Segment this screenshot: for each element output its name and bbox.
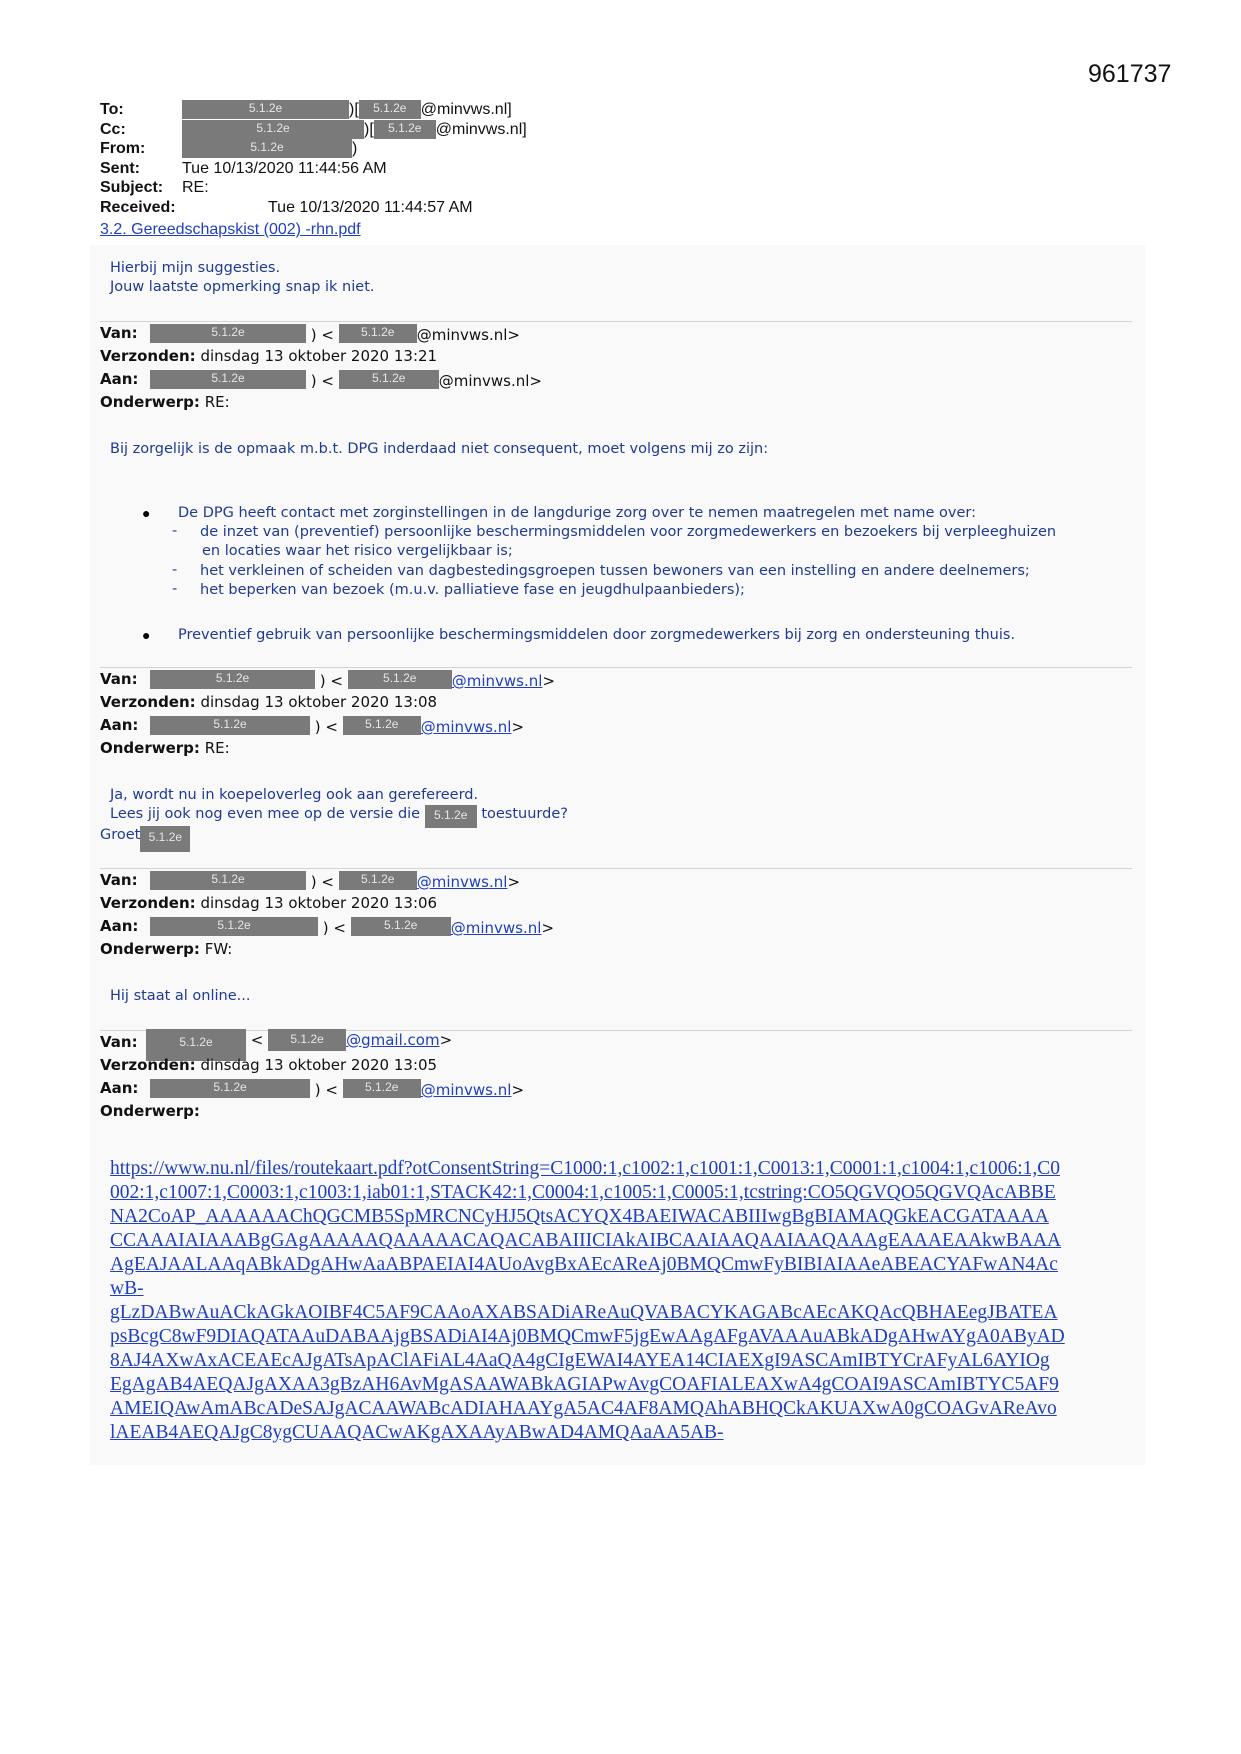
sub-item-3: het beperken van bezoek (m.u.v. palliatieve fase en jeugdhulpaanbieders); — [200, 582, 745, 598]
message-2-line-2: Lees jij ook nog even mee op de versie die 5.1.2e toestuurde? — [110, 805, 568, 828]
aan-address[interactable]: @minvws.nl — [420, 1081, 512, 1099]
redaction-box: 5.1.2e — [150, 917, 318, 936]
subject-value: RE: — [182, 179, 209, 196]
verzonden-label: Verzonden: — [100, 1056, 196, 1074]
onderwerp-label: Onderwerp: — [100, 1102, 200, 1120]
url-line[interactable]: AMEIQAwAmABcADeSAJgACAAWABcADIAHAAYgA5AC4AF8AMQAhABHQCkAKUAXwA0gCOAGvAReAvo — [110, 1398, 1057, 1419]
verzonden-label: Verzonden: — [100, 894, 196, 912]
redaction-box: 5.1.2e — [150, 324, 306, 343]
received-label: Received: — [100, 198, 176, 216]
verzonden-value: dinsdag 13 oktober 2020 13:21 — [200, 347, 438, 365]
url-line[interactable]: 002:1,c1007:1,C0003:1,c1003:1,iab01:1,STACK42:1,C0004:1,c1005:1,C0005:1,tcstring:CO5QGVQO5QGVQAcABBE — [110, 1182, 1056, 1203]
aan-label: Aan: — [100, 1079, 139, 1097]
url-line[interactable]: gLzDABwAuACkAGkAOIBF4C5AF9CAAoAXABSADiAReAuQVABACYKAGABcAEcAKQAcQBHAEegJBATEA — [110, 1302, 1058, 1323]
cc-label: Cc: — [100, 120, 126, 138]
bullet-1: De DPG heeft contact met zorginstellingen in de langdurige zorg over te nemen maatregelen met name over: — [178, 505, 976, 521]
redaction-box: 5.1.2e — [182, 120, 364, 139]
onderwerp-value: RE: — [204, 393, 230, 411]
redaction-box: 5.1.2e — [150, 1079, 310, 1098]
aan-address[interactable]: @minvws.nl — [450, 919, 542, 937]
message-header-1: Van: 5.1.2e ) < 5.1.2e @minvws.nl> Verzonden: dinsdag 13 oktober 2020 13:21 Aan: 5.1.2e ) < 5.1.2e @minvws.nl> Onderwerp: RE: — [100, 324, 542, 411]
url-line[interactable]: NA2CoAP_AAAAAAChQGCMB5SpMRCNCyHJ5QtsACYQX4BAEIWACABIIIwgBgBIAMAQGkEACGATAAAA — [110, 1206, 1049, 1227]
message-1-body: Bij zorgelijk is de opmaak m.b.t. DPG inderdaad niet consequent, moet volgens mij zo zijn: — [110, 441, 769, 457]
to-label: To: — [100, 101, 124, 118]
redaction-box: 5.1.2e — [343, 716, 421, 735]
redaction-box: 5.1.2e — [268, 1029, 346, 1051]
aan-label: Aan: — [100, 716, 139, 734]
van-label: Van: — [100, 871, 138, 889]
onderwerp-value: RE: — [204, 739, 230, 757]
redaction-box: 5.1.2e — [182, 139, 352, 158]
from-label: From: — [100, 140, 146, 157]
document-number: 961737 — [1088, 60, 1172, 88]
subject-label: Subject: — [100, 179, 164, 196]
sub-item-1: de inzet van (preventief) persoonlijke beschermingsmiddelen voor zorgmedewerkers en bezoekers bij verpleeghuizen — [200, 524, 1057, 540]
bullet-dot: ● — [142, 627, 151, 643]
url-line[interactable]: AgEAJAALAAqABkADgAHwAaABPAEIAI4AUoAvgBxAEcAReAj0BMQCmwFyBIBIAIAAeABEACYAFwAN4Ac — [110, 1254, 1058, 1275]
url-line[interactable]: https://www.nu.nl/files/routekaart.pdf?otConsentString=C1000:1,c1002:1,c1001:1,C0013:1,C0001:1,c1004:1,c1006:1,C0 — [110, 1158, 1060, 1179]
verzonden-value: dinsdag 13 oktober 2020 13:05 — [200, 1056, 438, 1074]
redaction-box: 5.1.2e — [343, 1079, 421, 1098]
received-value: Tue 10/13/2020 11:44:57 AM — [268, 198, 473, 216]
sub-item-1-cont: en locaties waar het risico vergelijkbaar is; — [202, 543, 513, 559]
url-line[interactable]: wB- — [110, 1278, 144, 1299]
url-line[interactable]: EgAgAB4AEQAJgAXAA3gBzAH6AvMgASAAWABkAGIAPwAvgCOAFIALEAXwA4gCOAI9ASCAmIBTYC5AF9 — [110, 1374, 1059, 1395]
bullet-2: Preventief gebruik van persoonlijke beschermingsmiddelen door zorgmedewerkers bij zorg en ondersteuning thuis. — [178, 627, 1016, 643]
message-2-line-3: Groet 5.1.2e — [100, 826, 190, 852]
cc-domain: @minvws.nl] — [435, 120, 527, 138]
verzonden-label: Verzonden: — [100, 693, 196, 711]
redaction-box: 5.1.2e — [359, 100, 421, 119]
aan-label: Aan: — [100, 917, 139, 935]
aan-address: @minvws.nl> — [438, 372, 542, 390]
van-label: Van: — [100, 670, 138, 688]
url-line[interactable]: 8AJ4AXwAxACEAEcAJgATsApAClAFiAL4AaQA4gCIgEWAI4AYEA14CIAEXgI9ASCAmIBTYCrAFyAL6AYIOg — [110, 1350, 1050, 1371]
redaction-box: 5.1.2e — [425, 805, 477, 828]
redaction-box: 5.1.2e — [351, 917, 451, 936]
sent-value: Tue 10/13/2020 11:44:56 AM — [182, 159, 387, 177]
redaction-box: 5.1.2e — [150, 871, 306, 890]
message-header-2: Van: 5.1.2e ) < 5.1.2e @minvws.nl> Verzonden: dinsdag 13 oktober 2020 13:08 Aan: 5.1.2e ) < 5.1.2e @minvws.nl> Onderwerp: RE: — [100, 670, 556, 757]
redaction-box: 5.1.2e — [182, 100, 349, 119]
sub-item-2: het verkleinen of scheiden van dagbestedingsgroepen tussen bewoners van een instelling en andere deelnemers; — [200, 563, 1030, 579]
attachment-link[interactable]: 3.2. Gereedschapskist (002) -rhn.pdf — [100, 221, 361, 238]
verzonden-label: Verzonden: — [100, 347, 196, 365]
to-domain: @minvws.nl] — [420, 101, 512, 118]
van-label: Van: — [100, 1033, 138, 1051]
url-line[interactable]: lAEAB4AEQAJgC8ygCUAAQACwAKgAXAAyABwAD4AMQAaAA5AB- — [110, 1422, 724, 1443]
message-header-3: Van: 5.1.2e ) < 5.1.2e @minvws.nl> Verzonden: dinsdag 13 oktober 2020 13:06 Aan: 5.1.2e ) < 5.1.2e @minvws.nl> Onderwerp: FW: — [100, 871, 555, 958]
redaction-box: 5.1.2e — [339, 324, 417, 343]
sent-label: Sent: — [100, 159, 140, 177]
redaction-box: 5.1.2e — [374, 120, 436, 139]
redaction-box: 5.1.2e — [339, 370, 439, 389]
intro-line-2: Jouw laatste opmerking snap ik niet. — [110, 279, 375, 295]
onderwerp-label: Onderwerp: — [100, 393, 200, 411]
redaction-box: 5.1.2e — [150, 670, 315, 689]
url-line[interactable]: CCAAAIAIAAABgGAgAAAAAQAAAAACAQACABAIIICIAkAIBCAAIAAQAAIAAQAAAgEAAAEAAkwBAAA — [110, 1230, 1062, 1251]
message-3-body: Hij staat al online... — [110, 988, 251, 1004]
onderwerp-value: FW: — [204, 940, 233, 958]
redaction-box: 5.1.2e — [146, 1029, 246, 1061]
onderwerp-label: Onderwerp: — [100, 940, 200, 958]
redaction-box: 5.1.2e — [339, 871, 417, 890]
routekaart-url-link[interactable] — [110, 1157, 1140, 1445]
verzonden-value: dinsdag 13 oktober 2020 13:06 — [200, 894, 438, 912]
van-address[interactable]: @gmail.com — [346, 1031, 440, 1049]
message-header-4: Van: 5.1.2e < 5.1.2e @gmail.com> Verzonden: dinsdag 13 oktober 2020 13:05 Aan: 5.1.2e ) < 5.1.2e @minvws.nl> Onderwerp: — [100, 1031, 525, 1120]
redaction-box: 5.1.2e — [150, 370, 306, 389]
van-label: Van: — [100, 324, 138, 342]
van-address[interactable]: @minvws.nl — [416, 873, 508, 891]
message-2-line-1: Ja, wordt nu in koepeloverleg ook aan gerefereerd. — [110, 787, 479, 803]
redaction-box: 5.1.2e — [150, 716, 310, 735]
onderwerp-label: Onderwerp: — [100, 739, 200, 757]
bullet-dot: ● — [142, 505, 151, 521]
van-address[interactable]: @minvws.nl — [451, 672, 543, 690]
intro-line-1: Hierbij mijn suggesties. — [110, 260, 281, 276]
verzonden-value: dinsdag 13 oktober 2020 13:08 — [200, 693, 438, 711]
van-address: @minvws.nl> — [416, 326, 520, 344]
aan-address[interactable]: @minvws.nl — [420, 718, 512, 736]
aan-label: Aan: — [100, 370, 139, 388]
redaction-box: 5.1.2e — [348, 670, 452, 689]
url-line[interactable]: psBcgC8wF9DIAQATAAuDABAAjgBSADiAI4Aj0BMQCmwF5jgEwAAgAFgAVAAAuABkADgAHwAYgA0AByAD — [110, 1326, 1065, 1347]
redaction-box: 5.1.2e — [140, 826, 190, 852]
